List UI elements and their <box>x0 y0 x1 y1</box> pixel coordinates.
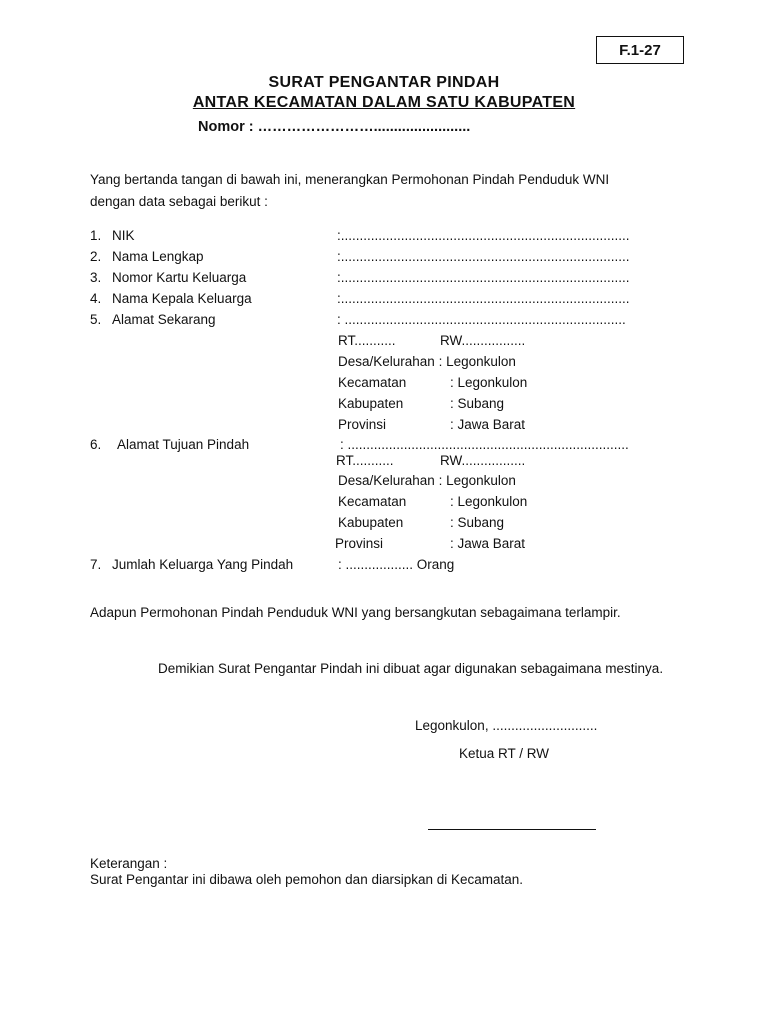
item-4-label: 4. Nama Kepala Keluarga <box>90 291 252 306</box>
item-7-label: 7. Jumlah Keluarga Yang Pindah <box>90 557 294 572</box>
current-kabupaten-label: Kabupaten <box>338 396 404 411</box>
item-6-value: : ........................................................................... <box>340 437 629 452</box>
keterangan-label: Keterangan : <box>90 856 168 871</box>
current-kecamatan-value: : Legonkulon <box>450 375 528 390</box>
title-line2: ANTAR KECAMATAN DALAM SATU KABUPATEN <box>192 94 576 111</box>
target-rw: RW................. <box>440 453 526 468</box>
intro-line1: Yang bertanda tangan di bawah ini, menerangkan Permohonan Pindah Penduduk WNI <box>90 172 610 187</box>
current-provinsi-value: : Jawa Barat <box>450 417 526 432</box>
nomor: Nomor : ……………………........................ <box>198 119 471 135</box>
closing-paragraph-2: Demikian Surat Pengantar Pindah ini dibuat agar digunakan sebagaimana mestinya. <box>158 661 664 676</box>
item-5-value: : ........................................................................... <box>337 312 626 327</box>
title-line1: SURAT PENGANTAR PINDAH <box>268 74 500 91</box>
current-desa: Desa/Kelurahan : Legonkulon <box>338 354 516 369</box>
target-desa: Desa/Kelurahan : Legonkulon <box>338 473 516 488</box>
target-kecamatan-label: Kecamatan <box>338 494 407 509</box>
item-2-label: 2. Nama Lengkap <box>90 249 204 264</box>
keterangan-text: Surat Pengantar ini dibawa oleh pemohon dan diarsipkan di Kecamatan. <box>90 872 524 887</box>
current-provinsi-label: Provinsi <box>338 417 387 432</box>
item-1-value: :............................................................................. <box>337 228 630 243</box>
target-provinsi-value: : Jawa Barat <box>450 536 526 551</box>
signature-line <box>428 829 596 830</box>
form-code: F.1-27 <box>596 36 684 64</box>
closing-paragraph-1: Adapun Permohonan Pindah Penduduk WNI yang bersangkutan sebagaimana terlampir. <box>90 605 621 620</box>
item-4-value: :............................................................................. <box>337 291 630 306</box>
signer-title: Ketua RT / RW <box>459 746 550 761</box>
item-6-label: 6. Alamat Tujuan Pindah <box>90 437 250 452</box>
target-kabupaten-label: Kabupaten <box>338 515 404 530</box>
target-kecamatan-value: : Legonkulon <box>450 494 528 509</box>
target-provinsi-label: Provinsi <box>335 536 384 551</box>
target-kabupaten-value: : Subang <box>450 515 505 530</box>
current-rw: RW................. <box>440 333 526 348</box>
item-3-value: :............................................................................. <box>337 270 630 285</box>
item-7-value: : .................. Orang <box>338 557 455 572</box>
target-rt: RT........... <box>336 453 394 468</box>
item-3-label: 3. Nomor Kartu Keluarga <box>90 270 247 285</box>
current-kabupaten-value: : Subang <box>450 396 505 411</box>
item-5-label: 5. Alamat Sekarang <box>90 312 216 327</box>
place-date: Legonkulon, ............................ <box>415 718 598 733</box>
intro-line2: dengan data sebagai berikut : <box>90 194 268 209</box>
current-rt: RT........... <box>338 333 396 348</box>
item-2-value: :............................................................................. <box>337 249 630 264</box>
current-kecamatan-label: Kecamatan <box>338 375 407 390</box>
item-1-label: 1. NIK <box>90 228 135 243</box>
